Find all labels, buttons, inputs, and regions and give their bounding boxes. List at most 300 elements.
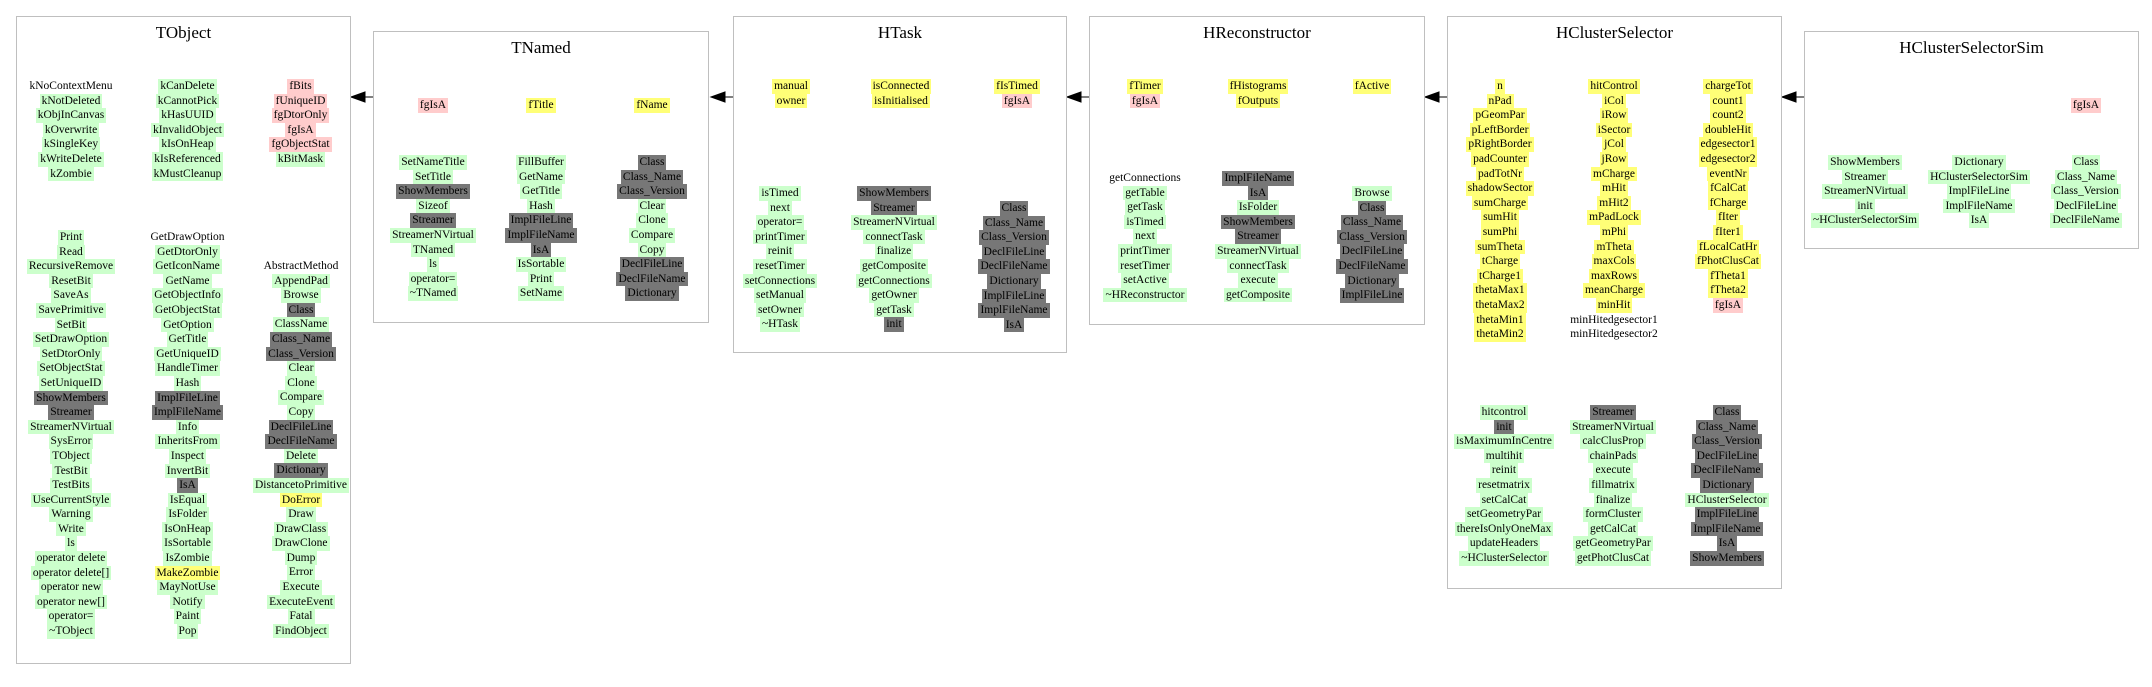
member-cell[interactable]: IsSortable [164,537,211,550]
member-cell[interactable]: StreamerNVirtual [1217,244,1299,257]
member-cell[interactable]: count2 [1712,109,1744,122]
member-cell[interactable]: Notify [172,595,203,608]
member-cell[interactable]: getConnections [858,274,930,287]
member-cell[interactable]: fPhotClusCat [1697,255,1759,268]
member-cell[interactable]: kInvalidObject [153,123,222,136]
member-cell[interactable]: kIsOnHeap [161,138,214,151]
member-cell[interactable]: setActive [1123,274,1167,287]
member-cell[interactable]: thereIsOnlyOneMax [1456,522,1552,535]
member-cell[interactable]: getCalCat [1590,522,1636,535]
member-cell[interactable]: iCol [1604,94,1624,107]
member-cell[interactable]: getGeometryPar [1575,537,1651,550]
member-cell[interactable]: fgIsA [1131,94,1159,107]
member-cell[interactable]: tCharge [1481,255,1519,268]
member-cell[interactable]: Dictionary [1347,274,1397,287]
member-cell[interactable]: chainPads [1589,449,1637,462]
member-cell[interactable]: getComposite [1226,288,1290,301]
member-cell[interactable]: DeclFileName [980,260,1048,273]
member-cell[interactable]: Class [288,303,314,316]
class-box-hclusterselector[interactable] [1447,16,1782,589]
member-cell[interactable]: fgDtorOnly [273,109,328,122]
member-cell[interactable]: printTimer [755,230,805,243]
member-cell[interactable]: padCounter [1473,152,1527,165]
member-cell[interactable]: SetObjectStat [39,362,103,375]
member-cell[interactable]: Class_Version [981,231,1047,244]
member-cell[interactable]: init [1857,199,1873,212]
member-cell[interactable]: fBits [289,80,312,92]
member-cell[interactable]: Class_Name [271,332,331,345]
member-cell[interactable]: TObject [52,449,90,462]
member-cell[interactable]: shadowSector [1467,182,1533,195]
member-cell[interactable]: fCalCat [1710,182,1746,195]
member-cell[interactable]: ImplFileLine [510,214,572,227]
member-cell[interactable]: Print [529,272,553,285]
member-cell[interactable]: AppendPad [274,274,328,287]
member-cell[interactable]: init [886,318,902,331]
member-cell[interactable]: fIsTimed [996,80,1038,92]
member-cell[interactable]: Pop [178,625,197,638]
member-cell[interactable]: TestBits [52,479,90,492]
member-cell[interactable]: GetIconName [155,260,220,273]
member-cell[interactable]: ShowMembers [398,185,468,198]
member-cell[interactable]: Browse [1354,187,1390,199]
member-cell[interactable]: formCluster [1585,508,1641,521]
member-cell[interactable]: mHit2 [1599,196,1629,209]
member-cell[interactable]: ShowMembers [1830,156,1900,168]
member-cell[interactable]: Compare [630,228,674,241]
member-cell[interactable]: finalize [876,245,912,258]
member-cell[interactable]: SavePrimitive [38,303,104,316]
member-cell[interactable]: sumTheta [1477,240,1523,253]
member-cell[interactable]: Class [1001,202,1027,214]
member-cell[interactable]: thetaMax2 [1475,298,1525,311]
member-cell[interactable]: IsA [1005,318,1023,331]
class-box-hreconstructor[interactable] [1089,16,1425,325]
member-cell[interactable]: kHasUUID [161,109,214,122]
member-cell[interactable]: fillmatrix [1591,478,1635,491]
member-cell[interactable]: Hash [529,199,553,212]
member-cell[interactable]: GetTitle [168,333,207,346]
member-cell[interactable]: kSingleKey [43,138,99,151]
member-cell[interactable]: ~HReconstructor [1105,288,1185,301]
member-cell[interactable]: IsA [1249,186,1267,199]
member-cell[interactable]: Print [59,231,83,243]
member-cell[interactable]: IsA [532,243,550,256]
member-cell[interactable]: IsA [179,479,196,492]
member-cell[interactable]: hitcontrol [1481,406,1527,418]
member-cell[interactable]: Class_Name [2056,170,2116,183]
member-cell[interactable]: IsA [1718,537,1736,550]
member-cell[interactable]: printTimer [1120,244,1170,257]
member-cell[interactable]: thetaMax1 [1475,284,1525,297]
member-cell[interactable]: operator= [757,216,803,229]
member-cell[interactable]: IsZombie [165,552,210,565]
member-cell[interactable]: ImplFileName [1224,172,1292,184]
member-cell[interactable]: Draw [288,508,314,521]
member-cell[interactable]: Class_Version [1694,435,1760,448]
member-cell[interactable]: UseCurrentStyle [32,493,110,506]
member-cell[interactable]: iSector [1597,123,1631,136]
member-cell[interactable]: MayNotUse [159,581,216,594]
member-cell[interactable]: pGeomPar [1475,109,1525,122]
class-box-htask[interactable] [733,16,1067,353]
member-cell[interactable]: SysError [50,435,92,448]
member-cell[interactable]: DeclFileName [1338,259,1406,272]
class-box-tnamed[interactable] [373,31,709,323]
member-cell[interactable]: fIter [1718,211,1738,224]
member-cell[interactable]: getOwner [871,289,917,302]
member-cell[interactable]: Class_Version [619,185,685,198]
member-cell[interactable]: DeclFileLine [2055,199,2117,212]
member-cell[interactable]: resetTimer [755,259,805,272]
member-cell[interactable]: ImplFileName [980,304,1048,317]
member-cell[interactable]: ~HTask [761,318,799,331]
member-cell[interactable]: fgIsA [1003,94,1031,107]
member-cell[interactable]: GetName [165,274,210,287]
member-cell[interactable]: fHistograms [1229,80,1287,92]
member-cell[interactable]: Clone [287,376,315,389]
member-cell[interactable]: ShowMembers [1223,215,1293,228]
member-cell[interactable]: fCharge [1709,196,1747,209]
member-cell[interactable]: fName [636,99,668,111]
member-cell[interactable]: SetUniqueID [40,376,102,389]
member-cell[interactable]: DeclFileName [618,272,686,285]
member-cell[interactable]: ~TObject [49,625,93,638]
member-cell[interactable]: isTimed [761,187,799,199]
member-cell[interactable]: pRightBorder [1468,138,1532,151]
member-cell[interactable]: kNotDeleted [41,94,101,107]
member-cell[interactable]: finalize [1595,493,1631,506]
member-cell[interactable]: StreamerNVirtual [853,216,935,229]
member-cell[interactable]: IsA [1970,214,1988,227]
member-cell[interactable]: getTask [1127,201,1163,214]
class-box-tobject[interactable] [16,16,351,664]
member-cell[interactable]: InheritsFrom [157,435,218,448]
member-cell[interactable]: Class [2073,156,2099,168]
member-cell[interactable]: padTotNr [1478,167,1522,180]
member-cell[interactable]: operator new [40,581,102,594]
member-cell[interactable]: doubleHit [1705,123,1751,136]
member-cell[interactable]: minHitedgesector1 [1570,313,1658,326]
member-cell[interactable]: sumCharge [1473,196,1527,209]
member-cell[interactable]: Copy [639,243,665,256]
member-cell[interactable]: mHit [1602,182,1626,195]
member-cell[interactable]: Class_Version [1339,230,1405,243]
member-cell[interactable]: operator new[] [36,595,105,608]
member-cell[interactable]: minHit [1597,298,1631,311]
member-cell[interactable]: sumHit [1483,211,1517,224]
member-cell[interactable]: DeclFileLine [983,245,1045,258]
member-cell[interactable]: MakeZombie [156,566,219,579]
member-cell[interactable]: fIter1 [1715,225,1741,238]
member-cell[interactable]: GetObjectInfo [154,289,221,302]
member-cell[interactable]: TestBit [54,464,88,477]
member-cell[interactable]: SaveAs [53,289,89,302]
member-cell[interactable]: operator delete[] [32,566,110,579]
member-cell[interactable]: Read [59,245,83,258]
member-cell[interactable]: execute [1595,464,1631,477]
member-cell[interactable]: Streamer [1237,230,1279,243]
member-cell[interactable]: kZombie [50,167,92,180]
member-cell[interactable]: DeclFileName [267,435,335,448]
member-cell[interactable]: SetNameTitle [401,156,465,168]
member-cell[interactable]: Warning [51,508,91,521]
member-cell[interactable]: tCharge1 [1479,269,1521,282]
member-cell[interactable]: getTable [1125,186,1165,199]
member-cell[interactable]: isTimed [1126,215,1164,228]
member-cell[interactable]: DrawClone [274,537,328,550]
member-cell[interactable]: ls [67,537,75,550]
member-cell[interactable]: ImplFileName [507,228,575,241]
member-cell[interactable]: Streamer [1592,406,1634,418]
member-cell[interactable]: Streamer [873,201,915,214]
member-cell[interactable]: kOverwrite [44,123,98,136]
member-cell[interactable]: thetaMin1 [1476,313,1524,326]
member-cell[interactable]: kObjInCanvas [37,109,105,122]
member-cell[interactable]: kWriteDelete [40,152,102,165]
member-cell[interactable]: ~TNamed [409,287,457,300]
member-cell[interactable]: ls [429,258,437,271]
member-cell[interactable]: Streamer [412,214,454,227]
member-cell[interactable]: connectTask [865,230,923,243]
member-cell[interactable]: Hash [175,376,200,389]
member-cell[interactable]: kBitMask [277,152,324,165]
member-cell[interactable]: fActive [1354,80,1390,92]
member-cell[interactable]: StreamerNVirtual [30,420,112,433]
member-cell[interactable]: ShowMembers [1692,551,1762,564]
member-cell[interactable]: DoError [281,493,321,506]
member-cell[interactable]: GetName [518,170,564,183]
member-cell[interactable]: operator= [410,272,456,285]
member-cell[interactable]: next [1135,230,1155,243]
member-cell[interactable]: DeclFileLine [1341,245,1403,258]
member-cell[interactable]: jCol [1604,138,1624,151]
member-cell[interactable]: reinit [767,245,793,258]
member-cell[interactable]: GetObjectStat [154,303,221,316]
member-cell[interactable]: InvertBit [166,464,209,477]
member-cell[interactable]: DeclFileLine [1696,449,1758,462]
member-cell[interactable]: count1 [1712,94,1744,107]
member-cell[interactable]: Sizeof [418,199,448,212]
member-cell[interactable]: Class [1714,406,1740,418]
member-cell[interactable]: edgesector1 [1700,138,1756,151]
member-cell[interactable]: ImplFileName [1693,522,1761,535]
member-cell[interactable]: AbstractMethod [263,260,339,272]
member-cell[interactable]: ImplFileLine [1341,289,1403,302]
member-cell[interactable]: mTheta [1596,240,1632,253]
member-cell[interactable]: Class [1359,201,1385,214]
member-cell[interactable]: getPhotClusCat [1576,551,1650,564]
member-cell[interactable]: DrawClass [275,522,327,535]
member-cell[interactable]: DistancetoPrimitive [255,478,347,491]
member-cell[interactable]: IsFolder [168,508,207,521]
member-cell[interactable]: Delete [285,449,316,462]
member-cell[interactable]: ImplFileLine [983,289,1045,302]
member-cell[interactable]: fgIsA [419,99,447,111]
member-cell[interactable]: Class_Name [1342,216,1402,229]
member-cell[interactable]: hitControl [1590,80,1638,92]
member-cell[interactable]: setManual [756,289,804,302]
member-cell[interactable]: GetOption [163,318,212,331]
member-cell[interactable]: resetTimer [1120,259,1170,272]
member-cell[interactable]: n [1497,80,1503,92]
member-cell[interactable]: fTheta1 [1710,269,1746,282]
member-cell[interactable]: kCanDelete [160,80,215,92]
member-cell[interactable]: updateHeaders [1469,537,1539,550]
member-cell[interactable]: Dictionary [1954,156,2004,168]
member-cell[interactable]: sumPhi [1482,225,1518,238]
member-cell[interactable]: getConnections [1109,172,1181,184]
member-cell[interactable]: GetDrawOption [150,231,225,243]
member-cell[interactable]: init [1496,420,1512,433]
member-cell[interactable]: setCalCat [1481,493,1527,506]
member-cell[interactable]: HClusterSelectorSim [1930,170,2028,183]
member-cell[interactable]: ShowMembers [36,391,106,404]
member-cell[interactable]: multihit [1485,449,1523,462]
member-cell[interactable]: Compare [279,391,323,404]
member-cell[interactable]: FillBuffer [518,156,564,168]
member-cell[interactable]: ShowMembers [859,187,929,199]
member-cell[interactable]: isMaximumInCentre [1456,435,1552,448]
member-cell[interactable]: iRow [1601,109,1627,122]
member-cell[interactable]: pLeftBorder [1471,123,1529,136]
member-cell[interactable]: DeclFileName [1693,464,1761,477]
member-cell[interactable]: fLocalCatHr [1698,240,1758,253]
member-cell[interactable]: isInitialised [874,94,928,107]
member-cell[interactable]: Fatal [289,610,313,623]
member-cell[interactable]: fUniqueID [275,94,326,107]
member-cell[interactable]: Execute [282,581,320,594]
member-cell[interactable]: operator delete [36,552,106,565]
member-cell[interactable]: IsEqual [169,493,206,506]
member-cell[interactable]: getTask [876,303,912,316]
member-cell[interactable]: ImplFileName [1945,199,2013,212]
member-cell[interactable]: ~HClusterSelectorSim [1813,214,1917,227]
member-cell[interactable]: Class_Version [2053,185,2119,198]
member-cell[interactable]: edgesector2 [1700,152,1756,165]
member-cell[interactable]: Streamer [1844,170,1886,183]
member-cell[interactable]: GetUniqueID [156,347,219,360]
member-cell[interactable]: maxCols [1593,255,1635,268]
member-cell[interactable]: HandleTimer [157,362,218,375]
member-cell[interactable]: StreamerNVirtual [1824,185,1906,198]
member-cell[interactable]: thetaMin2 [1476,328,1524,341]
member-cell[interactable]: fOutputs [1237,94,1279,107]
member-cell[interactable]: eventNr [1709,167,1747,180]
member-cell[interactable]: ImplFileName [153,406,222,419]
member-cell[interactable]: reinit [1491,464,1517,477]
member-cell[interactable]: TNamed [412,243,454,256]
member-cell[interactable]: jRow [1601,152,1627,165]
member-cell[interactable]: setOwner [757,303,803,316]
member-cell[interactable]: ExecuteEvent [269,595,333,608]
member-cell[interactable]: Inspect [170,449,205,462]
member-cell[interactable]: setGeometryPar [1466,508,1542,521]
class-box-hclusterselectorsim[interactable] [1804,31,2139,249]
member-cell[interactable]: resetmatrix [1478,478,1530,491]
member-cell[interactable]: Copy [288,405,314,418]
member-cell[interactable]: kNoContextMenu [29,80,113,92]
member-cell[interactable]: Clear [639,199,665,212]
member-cell[interactable]: fgIsA [2072,99,2100,111]
member-cell[interactable]: GetDtorOnly [157,245,218,258]
member-cell[interactable]: ClassName [274,318,328,331]
member-cell[interactable]: operator= [48,610,94,623]
member-cell[interactable]: kMustCleanup [153,167,222,180]
member-cell[interactable]: isConnected [872,80,930,92]
member-cell[interactable]: meanCharge [1585,284,1643,297]
member-cell[interactable]: ImplFileLine [157,391,218,404]
member-cell[interactable]: Class_Name [622,170,682,183]
member-cell[interactable]: next [770,201,790,214]
member-cell[interactable]: Class [639,156,665,168]
member-cell[interactable]: Class_Version [268,347,334,360]
member-cell[interactable]: Dictionary [989,274,1039,287]
member-cell[interactable]: SetDtorOnly [41,347,101,360]
member-cell[interactable]: fgObjectStat [271,138,330,151]
member-cell[interactable]: Browse [283,289,319,302]
member-cell[interactable]: IsOnHeap [164,522,211,535]
member-cell[interactable]: setConnections [744,274,816,287]
member-cell[interactable]: StreamerNVirtual [392,228,474,241]
member-cell[interactable]: maxRows [1591,269,1637,282]
member-cell[interactable]: ImplFileLine [1948,185,2010,198]
member-cell[interactable]: connectTask [1229,259,1287,272]
member-cell[interactable]: kCannotPick [157,94,218,107]
member-cell[interactable]: IsFolder [1238,201,1278,214]
member-cell[interactable]: ResetBit [51,274,91,287]
member-cell[interactable]: kIsReferenced [154,152,221,165]
member-cell[interactable]: ~HClusterSelector [1461,551,1547,564]
member-cell[interactable]: HClusterSelector [1687,493,1767,506]
member-cell[interactable]: FindObject [275,624,327,637]
member-cell[interactable]: Paint [175,610,200,623]
member-cell[interactable]: fTheta2 [1710,284,1746,297]
member-cell[interactable]: manual [774,80,808,92]
member-cell[interactable]: mCharge [1593,167,1635,180]
member-cell[interactable]: Dictionary [276,464,326,477]
member-cell[interactable]: SetName [519,287,563,300]
member-cell[interactable]: fTitle [528,99,554,111]
member-cell[interactable]: SetDrawOption [34,333,108,346]
member-cell[interactable]: IsSortable [517,258,565,271]
member-cell[interactable]: fgIsA [287,123,314,136]
member-cell[interactable]: Clone [638,214,666,227]
member-cell[interactable]: mPadLock [1589,211,1639,224]
member-cell[interactable]: DeclFileLine [621,258,683,271]
member-cell[interactable]: mPhi [1601,225,1627,238]
member-cell[interactable]: StreamerNVirtual [1572,420,1654,433]
member-cell[interactable]: Dump [286,551,316,564]
member-cell[interactable]: Write [58,522,84,535]
member-cell[interactable]: Dictionary [1702,478,1752,491]
member-cell[interactable]: Streamer [50,406,92,419]
member-cell[interactable]: Clear [288,362,314,375]
member-cell[interactable]: Class_Name [984,216,1044,229]
member-cell[interactable]: Error [288,566,314,579]
member-cell[interactable]: Info [177,420,198,433]
member-cell[interactable]: Class_Name [1697,420,1757,433]
member-cell[interactable]: minHitedgesector2 [1570,328,1658,341]
member-cell[interactable]: DeclFileName [2052,214,2120,227]
member-cell[interactable]: fTimer [1129,80,1161,92]
member-cell[interactable]: SetTitle [414,170,451,183]
member-cell[interactable]: getComposite [862,259,926,272]
member-cell[interactable]: fgIsA [1714,298,1742,311]
member-cell[interactable]: RecursiveRemove [28,260,114,273]
member-cell[interactable]: calcClusProp [1582,435,1644,448]
member-cell[interactable]: SetBit [56,318,86,331]
